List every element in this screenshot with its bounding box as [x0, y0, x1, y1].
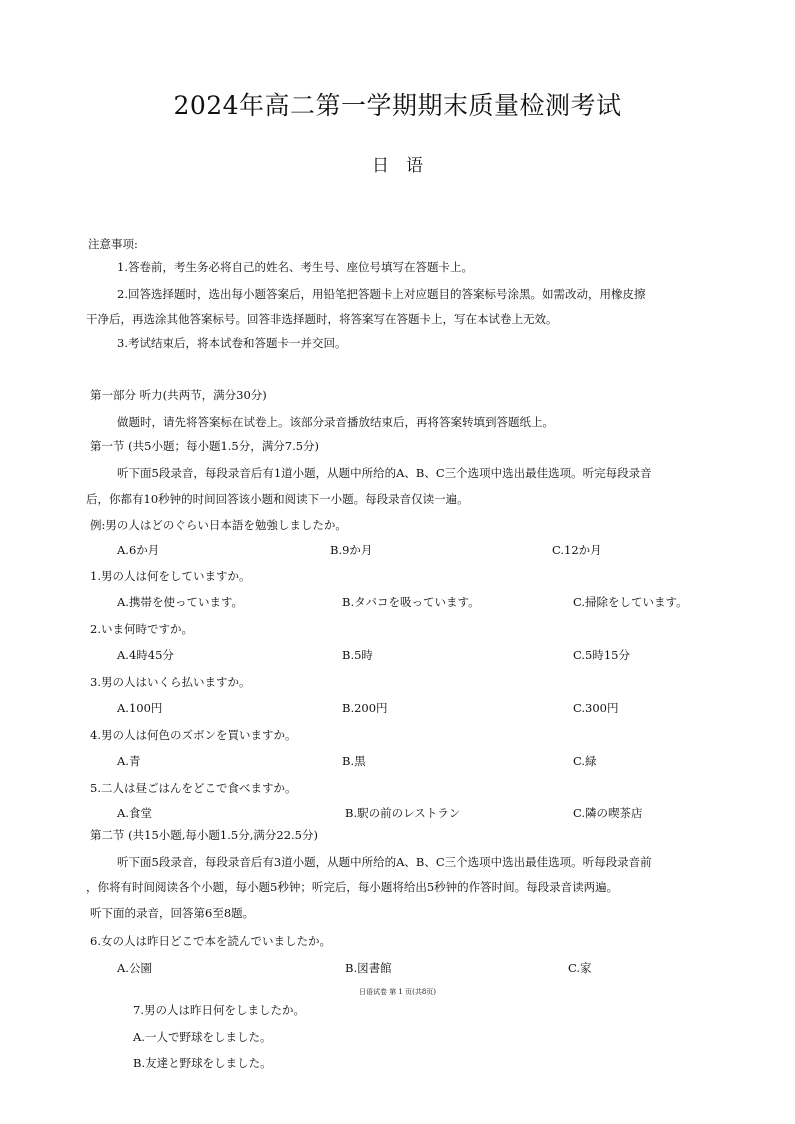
- part1-instruction: 做题时，请先将答案标在试卷上。该部分录音播放结束后，再将答案转填到答题纸上。: [117, 415, 554, 429]
- question-2: 2.いま何時ですか。: [90, 622, 193, 636]
- question-7-option-b: B.友達と野球をしました。: [133, 1056, 272, 1070]
- section2-line-1: 听下面5段录音，每段录音后有3道小题，从题中所给的A、B、C三个选项中选出最佳选项。听每段录音前: [117, 855, 652, 869]
- section2-heading: 第二节 (共15小题,每小题1.5分,满分22.5分): [90, 828, 318, 842]
- question-5-option-c: C.隣の喫茶店: [573, 806, 643, 820]
- question-4: 4.男の人は何色のズボンを買いますか。: [90, 728, 297, 742]
- question-6-option-b: B.図書館: [345, 961, 392, 975]
- exam-title: 2024年高二第一学期期末质量检测考试: [173, 91, 622, 120]
- question-1: 1.男の人は何をしていますか。: [90, 569, 251, 583]
- example-question: 例:男の人はどのぐらい日本語を勉強しましたか。: [90, 518, 347, 532]
- question-3-option-c: C.300円: [573, 701, 619, 715]
- example-option-a: A.6か月: [117, 543, 160, 557]
- question-4-option-c: C.緑: [573, 754, 597, 768]
- question-2-option-c: C.5時15分: [573, 648, 630, 662]
- notice-item-1: 1.答卷前，考生务必将自己的姓名、考生号、座位号填写在答题卡上。: [117, 260, 473, 274]
- subject-title: 日 语: [372, 156, 423, 176]
- section1-line-2: 后，你都有10秒钟的时间回答该小题和阅读下一小题。每段录音仅读一遍。: [86, 492, 469, 506]
- question-3-option-b: B.200円: [342, 701, 388, 715]
- question-3-option-a: A.100円: [117, 701, 163, 715]
- question-2-option-b: B.5時: [342, 648, 373, 662]
- example-option-c: C.12か月: [552, 543, 602, 557]
- notice-item-2-line-2: 干净后，再选涂其他答案标号。回答非选择题时，将答案写在答题卡上，写在本试卷上无效。: [86, 312, 558, 326]
- notice-item-2-line-1: 2.回答选择题时，选出每小题答案后，用铅笔把答题卡上对应题目的答案标号涂黑。如需改动，用橡皮擦: [117, 287, 646, 301]
- section2-line-2: ，你将有时间阅读各个小题，每小题5秒钟；听完后，每小题将给出5秒钟的作答时间。每段录音读两遍。: [86, 880, 619, 894]
- question-1-option-c: C.掃除をしています。: [573, 595, 688, 609]
- question-4-option-a: A.青: [117, 754, 141, 768]
- section1-line-1: 听下面5段录音，每段录音后有1道小题，从题中所给的A、B、C三个选项中选出最佳选项。听完每段录音: [117, 466, 652, 480]
- question-2-option-a: A.4時45分: [117, 648, 174, 662]
- section2-line-3: 听下面的录音，回答第6至8题。: [90, 906, 255, 920]
- question-5-option-b: B.駅の前のレストラン: [345, 806, 461, 820]
- question-6-option-a: A.公園: [117, 961, 152, 975]
- question-1-option-a: A.携帯を使っています。: [117, 595, 244, 609]
- question-6: 6.女の人は昨日どこで本を読んでいましたか。: [90, 934, 331, 948]
- question-7-option-a: A.一人で野球をしました。: [133, 1030, 272, 1044]
- question-3: 3.男の人はいくら払いますか。: [90, 675, 251, 689]
- part1-heading: 第一部分 听力(共两节，满分30分): [90, 388, 267, 402]
- notice-heading: 注意事项:: [88, 237, 138, 251]
- section1-heading: 第一节 (共5小题；每小题1.5分，满分7.5分): [90, 439, 320, 453]
- notice-item-3: 3.考试结束后，将本试卷和答题卡一并交回。: [117, 336, 347, 350]
- example-option-b: B.9か月: [330, 543, 373, 557]
- page-footer: 日语试卷 第 1 页(共8页): [358, 988, 437, 996]
- question-7: 7.男の人は昨日何をしましたか。: [133, 1003, 305, 1017]
- question-5-option-a: A.食堂: [117, 806, 152, 820]
- question-4-option-b: B.黒: [342, 754, 366, 768]
- question-5: 5.二人は昼ごはんをどこで食べますか。: [90, 781, 297, 795]
- question-6-option-c: C.家: [568, 961, 592, 975]
- question-1-option-b: B.タバコを吸っています。: [342, 595, 480, 609]
